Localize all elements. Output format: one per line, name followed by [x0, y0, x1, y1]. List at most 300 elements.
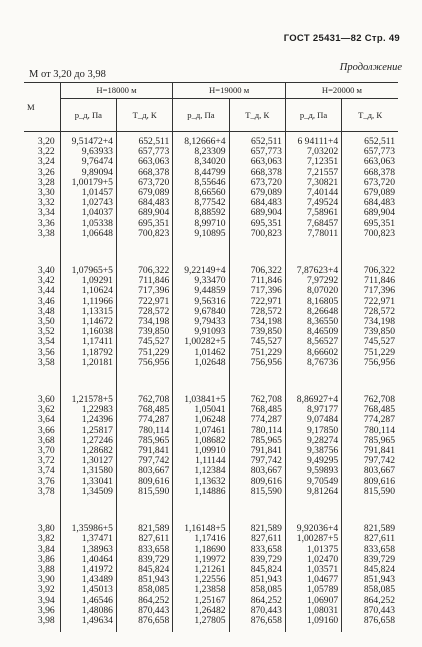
mach-cell: 3,40: [37, 265, 55, 277]
temperature-cell: 728,572: [229, 307, 285, 317]
pressure-cell: 8,07020: [285, 286, 341, 296]
temperature-cell: 780,114: [116, 426, 172, 436]
temperature-cell: 673,720: [116, 178, 172, 188]
spacer-cell: [229, 239, 285, 266]
pressure-cell: 1,33041: [60, 477, 116, 487]
pressure-cell: 1,11966: [60, 297, 116, 307]
temperature-cell: 858,085: [342, 585, 398, 595]
temperature-cell: 762,708: [342, 395, 398, 405]
pressure-header-3: [285, 99, 341, 132]
pressure-cell: 1,08682: [173, 436, 229, 446]
pressure-cell: 7,03202: [285, 147, 341, 157]
mach-cell: 3,54: [37, 336, 55, 348]
spacer-cell: [229, 626, 285, 632]
pressure-cell: 1,48086: [60, 606, 116, 616]
temperature-cell: 774,287: [342, 415, 398, 425]
temperature-cell: 695,351: [342, 219, 398, 229]
mach-cell: 3,90: [37, 574, 55, 586]
pressure-cell: 1,07965+5: [60, 266, 116, 276]
table-row: [24, 585, 398, 595]
temperature-cell: 876,658: [342, 616, 398, 626]
spacer-cell: [173, 497, 229, 524]
continuation-label: Продолжение: [339, 62, 402, 73]
temperature-cell: 684,483: [116, 198, 172, 208]
spacer-cell: [60, 368, 116, 395]
pressure-cell: 1,43489: [60, 575, 116, 585]
pressure-cell: 8,12666+4: [173, 137, 229, 147]
pressure-cell: 1,14672: [60, 317, 116, 327]
temperature-cell: 684,483: [342, 198, 398, 208]
pressure-cell: 1,16038: [60, 327, 116, 337]
standard-header: ГОСТ 25431—82 Стр. 49: [283, 33, 400, 44]
pressure-cell: 1,41972: [60, 565, 116, 575]
pressure-cell: 8,66602: [285, 348, 341, 358]
pressure-cell: 7,21557: [285, 168, 341, 178]
mach-cell: 3,98: [37, 614, 55, 626]
temperature-cell: 668,378: [116, 168, 172, 178]
spacer-cell: [60, 626, 116, 632]
temperature-cell: 803,667: [229, 466, 285, 476]
pressure-cell: 1,28682: [60, 446, 116, 456]
pressure-cell: 9,17850: [285, 426, 341, 436]
pressure-cell: 1,10624: [60, 286, 116, 296]
temperature-cell: 774,287: [116, 415, 172, 425]
temperature-cell: 717,396: [229, 286, 285, 296]
spacer-cell: [285, 368, 341, 395]
pressure-cell: 1,21261: [173, 565, 229, 575]
mach-cell: 3,56: [37, 346, 55, 358]
mach-cell: 3,38: [37, 227, 55, 239]
table-row: [24, 358, 398, 368]
temperature-cell: 839,729: [342, 555, 398, 565]
temperature-cell: 876,658: [229, 616, 285, 626]
spacer-cell: [24, 368, 60, 395]
spacer-cell: [116, 626, 172, 632]
pressure-cell: 1,01375: [285, 545, 341, 555]
temperature-cell: 700,823: [116, 229, 172, 239]
pressure-cell: 1,02743: [60, 198, 116, 208]
temperature-cell: 876,658: [116, 616, 172, 626]
pressure-cell: 9,89094: [60, 168, 116, 178]
pressure-cell: 1,01457: [60, 188, 116, 198]
table-row: [24, 534, 398, 544]
spacer-cell: [173, 626, 229, 632]
spacer-cell: [173, 239, 229, 266]
temperature-cell: 668,378: [342, 168, 398, 178]
temperature-cell: 815,590: [229, 487, 285, 497]
temperature-cell: 845,824: [116, 565, 172, 575]
mach-cell: 3,52: [37, 326, 55, 338]
pressure-header-label: p_д, Па: [74, 109, 102, 120]
pressure-cell: 1,17411: [60, 337, 116, 347]
mach-cell: 3,46: [37, 295, 55, 307]
pressure-cell: 7,58961: [285, 208, 341, 218]
pressure-cell: 1,06907: [285, 596, 341, 606]
pressure-cell: 1,03571: [285, 565, 341, 575]
pressure-cell: 1,02470: [285, 555, 341, 565]
pressure-cell: 9,10895: [173, 229, 229, 239]
mach-cell: 3,84: [37, 543, 55, 555]
mach-cell: 3,64: [37, 414, 55, 426]
temperature-cell: 706,322: [116, 266, 172, 276]
pressure-cell: 9,22149+4: [173, 266, 229, 276]
mach-cell: 3,80: [37, 523, 55, 535]
pressure-cell: 7,68457: [285, 219, 341, 229]
pressure-cell: 1,16148+5: [173, 524, 229, 534]
temperature-cell: 700,823: [229, 229, 285, 239]
pressure-cell: 1,09291: [60, 276, 116, 286]
mach-cell: 3,28: [37, 176, 55, 188]
pressure-cell: 1,05789: [285, 585, 341, 595]
spacer-cell: [116, 368, 172, 395]
spacer-cell: [173, 368, 229, 395]
temperature-cell: 815,590: [116, 487, 172, 497]
temperature-cell: 734,198: [342, 317, 398, 327]
pressure-cell: 1,04037: [60, 208, 116, 218]
temperature-cell: 751,229: [229, 348, 285, 358]
pressure-header-label: p_д, Па: [187, 109, 215, 120]
temperature-cell: 803,667: [116, 466, 172, 476]
temperature-cell: 839,729: [229, 555, 285, 565]
group-spacer: [24, 239, 398, 266]
mach-cell: 3,76: [37, 475, 55, 487]
temperature-header-1: [116, 99, 172, 132]
temperature-cell: 833,658: [342, 545, 398, 555]
temperature-header-3: [342, 99, 398, 132]
pressure-cell: 1,49634: [60, 616, 116, 626]
altitude-header-row: [24, 83, 398, 99]
temperature-cell: 739,850: [342, 327, 398, 337]
table-body: [24, 132, 398, 633]
pressure-cell: 1,46546: [60, 596, 116, 606]
temperature-cell: 689,904: [116, 208, 172, 218]
temperature-cell: 785,965: [116, 436, 172, 446]
mach-cell: 3,94: [37, 594, 55, 606]
temperature-cell: 827,611: [342, 534, 398, 544]
temperature-header-2: [229, 99, 285, 132]
temperature-cell: 833,658: [229, 545, 285, 555]
pressure-cell: 7,97292: [285, 276, 341, 286]
pressure-cell: 1,12384: [173, 466, 229, 476]
temperature-cell: 711,846: [342, 276, 398, 286]
mach-range-label: М от 3,20 до 3,98: [29, 69, 106, 80]
altitude-header-2: H=19000 м: [173, 83, 286, 99]
pressure-cell: 9,51472+4: [60, 137, 116, 147]
group-spacer: [24, 497, 398, 524]
pressure-cell: 9,76474: [60, 157, 116, 167]
mach-cell: 3,68: [37, 434, 55, 446]
pressure-cell: 8,26648: [285, 307, 341, 317]
pressure-cell: 1,04677: [285, 575, 341, 585]
temperature-cell: 679,089: [229, 188, 285, 198]
pressure-cell: 1,19972: [173, 555, 229, 565]
temperature-cell: 663,063: [116, 157, 172, 167]
pressure-cell: 8,46509: [285, 327, 341, 337]
pressure-cell: 1,03841+5: [173, 395, 229, 405]
pressure-cell: 1,40464: [60, 555, 116, 565]
pressure-cell: 9,79433: [173, 317, 229, 327]
temperature-cell: 809,616: [229, 477, 285, 487]
pressure-cell: 1,14886: [173, 487, 229, 497]
pressure-cell: 1,05041: [173, 405, 229, 415]
pressure-cell: 8,55646: [173, 178, 229, 188]
pressure-header-1: [60, 99, 116, 132]
mach-cell: 3,26: [37, 166, 55, 178]
pressure-cell: 1,18792: [60, 348, 116, 358]
temperature-cell: 791,841: [116, 446, 172, 456]
temperature-cell: 717,396: [342, 286, 398, 296]
spacer-cell: [342, 497, 398, 524]
temperature-cell: 652,511: [342, 137, 398, 147]
pressure-cell: 1,38963: [60, 545, 116, 555]
pressure-cell: 1,06648: [60, 229, 116, 239]
temperature-cell: 679,089: [116, 188, 172, 198]
temperature-cell: 821,589: [229, 524, 285, 534]
temperature-cell: 673,720: [342, 178, 398, 188]
temperature-cell: 695,351: [229, 219, 285, 229]
temperature-cell: 785,965: [342, 436, 398, 446]
spacer-cell: [24, 626, 60, 632]
pressure-cell: 9,59893: [285, 466, 341, 476]
pressure-cell: 1,13315: [60, 307, 116, 317]
pressure-cell: 9,28274: [285, 436, 341, 446]
pressure-cell: 9,92036+4: [285, 524, 341, 534]
temperature-cell: 774,287: [229, 415, 285, 425]
pressure-cell: 9,63933: [60, 147, 116, 157]
temperature-cell: 851,943: [342, 575, 398, 585]
pressure-cell: 8,44799: [173, 168, 229, 178]
temperature-cell: 711,846: [229, 276, 285, 286]
pressure-cell: 1,18690: [173, 545, 229, 555]
spacer-cell: [24, 239, 60, 266]
atmosphere-table: [24, 82, 398, 632]
temperature-cell: 827,611: [229, 534, 285, 544]
pressure-cell: 9,49295: [285, 456, 341, 466]
mach-cell: 3,34: [37, 207, 55, 219]
temperature-cell: 734,198: [229, 317, 285, 327]
pressure-cell: 1,22983: [60, 405, 116, 415]
table-row: [24, 487, 398, 497]
pressure-cell: 8,16805: [285, 297, 341, 307]
temperature-cell: 745,527: [342, 337, 398, 347]
temperature-header-label: Т_д, К: [358, 109, 383, 120]
temperature-cell: 756,956: [116, 358, 172, 368]
mach-cell: 3,60: [37, 394, 55, 406]
temperature-cell: 657,773: [342, 147, 398, 157]
pressure-cell: 1,17416: [173, 534, 229, 544]
pressure-cell: 1,23858: [173, 585, 229, 595]
temperature-cell: 663,063: [229, 157, 285, 167]
pressure-cell: 9,67840: [173, 307, 229, 317]
temperature-cell: 821,589: [116, 524, 172, 534]
temperature-cell: 756,956: [229, 358, 285, 368]
mach-cell: 3,42: [37, 275, 55, 287]
pressure-cell: 8,23309: [173, 147, 229, 157]
pressure-cell: 1,25167: [173, 596, 229, 606]
spacer-cell: [342, 626, 398, 632]
pressure-cell: 7,78011: [285, 229, 341, 239]
temperature-cell: 797,742: [342, 456, 398, 466]
spacer-cell: [116, 497, 172, 524]
spacer-cell: [342, 239, 398, 266]
temperature-cell: 668,378: [229, 168, 285, 178]
mach-cell: 3,22: [37, 146, 55, 158]
temperature-cell: 689,904: [342, 208, 398, 218]
temperature-cell: 870,443: [229, 606, 285, 616]
pressure-cell: 1,21578+5: [60, 395, 116, 405]
mach-cell: 3,48: [37, 305, 55, 317]
temperature-cell: 815,590: [342, 487, 398, 497]
mach-cell: 3,32: [37, 197, 55, 209]
pressure-cell: 8,88592: [173, 208, 229, 218]
pressure-cell: 7,30821: [285, 178, 341, 188]
spacer-cell: [24, 497, 60, 524]
pressure-cell: 9,33470: [173, 276, 229, 286]
pressure-cell: 1,22556: [173, 575, 229, 585]
pressure-cell: 8,66560: [173, 188, 229, 198]
pressure-cell: 9,07484: [285, 415, 341, 425]
pressure-cell: 1,27246: [60, 436, 116, 446]
spacer-cell: [60, 239, 116, 266]
temperature-header-label: Т_д, К: [245, 109, 270, 120]
pressure-cell: 1,37471: [60, 534, 116, 544]
mach-cell: 3,24: [37, 156, 55, 168]
mach-cell: 3,96: [37, 604, 55, 616]
temperature-cell: 791,841: [342, 446, 398, 456]
table-row: [24, 229, 398, 239]
pressure-header-2: [173, 99, 229, 132]
pressure-cell: 1,27805: [173, 616, 229, 626]
temperature-cell: 751,229: [342, 348, 398, 358]
temperature-cell: 768,485: [116, 405, 172, 415]
temperature-cell: 780,114: [342, 426, 398, 436]
pressure-cell: 1,45013: [60, 585, 116, 595]
temperature-cell: 864,252: [116, 596, 172, 606]
temperature-cell: 858,085: [229, 585, 285, 595]
temperature-cell: 706,322: [342, 266, 398, 276]
mach-cell: 3,36: [37, 217, 55, 229]
temperature-cell: 700,823: [342, 229, 398, 239]
pressure-cell: 1,20181: [60, 358, 116, 368]
spacer-cell: [285, 497, 341, 524]
temperature-cell: 652,511: [229, 137, 285, 147]
mach-cell: 3,92: [37, 584, 55, 596]
pressure-cell: 1,08031: [285, 606, 341, 616]
temperature-cell: 858,085: [116, 585, 172, 595]
mach-cell: 3,30: [37, 187, 55, 199]
spacer-cell: [342, 368, 398, 395]
pressure-cell: 1,24396: [60, 415, 116, 425]
temperature-cell: 785,965: [229, 436, 285, 446]
temperature-cell: 711,846: [116, 276, 172, 286]
mach-cell: 3,50: [37, 316, 55, 328]
altitude-header-3: H=20000 м: [285, 83, 398, 99]
mach-cell: 3,78: [37, 485, 55, 497]
group-spacer: [24, 368, 398, 395]
temperature-cell: 839,729: [116, 555, 172, 565]
temperature-cell: 728,572: [116, 307, 172, 317]
temperature-cell: 734,198: [116, 317, 172, 327]
mach-cell: 3,70: [37, 445, 55, 457]
mach-cell: 3,44: [37, 285, 55, 297]
pressure-cell: 7,49524: [285, 198, 341, 208]
pressure-header-label: p_д, Па: [299, 109, 328, 120]
pressure-cell: 1,00179+5: [60, 178, 116, 188]
pressure-cell: 1,02648: [173, 358, 229, 368]
pressure-cell: 8,77542: [173, 198, 229, 208]
unit-header-row: [24, 99, 398, 132]
temperature-cell: 722,971: [229, 297, 285, 307]
temperature-cell: 657,773: [229, 147, 285, 157]
pressure-cell: 9,56316: [173, 297, 229, 307]
pressure-cell: 1,09910: [173, 446, 229, 456]
temperature-cell: 745,527: [229, 337, 285, 347]
mach-column-header: М: [24, 83, 60, 132]
temperature-cell: 762,708: [116, 395, 172, 405]
temperature-cell: 827,611: [116, 534, 172, 544]
pressure-cell: 9,38756: [285, 446, 341, 456]
temperature-cell: 722,971: [116, 297, 172, 307]
temperature-cell: 751,229: [116, 348, 172, 358]
altitude-header-1: H=18000 м: [60, 83, 173, 99]
temperature-cell: 870,443: [116, 606, 172, 616]
temperature-cell: 745,527: [116, 337, 172, 347]
temperature-cell: 809,616: [116, 477, 172, 487]
pressure-cell: 1,06248: [173, 415, 229, 425]
pressure-cell: 1,26482: [173, 606, 229, 616]
mach-cell: 3,88: [37, 563, 55, 575]
pressure-cell: 1,05338: [60, 219, 116, 229]
pressure-cell: 1,25817: [60, 426, 116, 436]
mach-cell: 3,72: [37, 455, 55, 467]
pressure-cell: 7,87623+4: [285, 266, 341, 276]
temperature-cell: 768,485: [229, 405, 285, 415]
pressure-cell: 7,40144: [285, 188, 341, 198]
mach-cell: 3,82: [37, 533, 55, 545]
pressure-cell: 8,34020: [173, 157, 229, 167]
pressure-cell: 6 94111+4: [285, 137, 341, 147]
pressure-cell: 1,35986+5: [60, 524, 116, 534]
temperature-cell: 768,485: [342, 405, 398, 415]
pressure-cell: 1,09160: [285, 616, 341, 626]
table-row: [24, 616, 398, 626]
spacer-cell: [116, 239, 172, 266]
temperature-cell: 780,114: [229, 426, 285, 436]
pressure-cell: 9,44859: [173, 286, 229, 296]
mach-cell: 3,58: [37, 356, 55, 368]
spacer-cell: [285, 626, 341, 632]
temperature-cell: 684,483: [229, 198, 285, 208]
temperature-cell: 652,511: [116, 137, 172, 147]
temperature-cell: 851,943: [116, 575, 172, 585]
temperature-cell: 756,956: [342, 358, 398, 368]
pressure-cell: 7,12351: [285, 157, 341, 167]
temperature-header-label: Т_д, К: [132, 109, 157, 120]
pressure-cell: 8,36550: [285, 317, 341, 327]
temperature-cell: 739,850: [116, 327, 172, 337]
pressure-cell: 1,11144: [173, 456, 229, 466]
temperature-cell: 845,824: [342, 565, 398, 575]
temperature-cell: 833,658: [116, 545, 172, 555]
pressure-cell: 8,76736: [285, 358, 341, 368]
temperature-cell: 851,943: [229, 575, 285, 585]
pressure-cell: 1,00282+5: [173, 337, 229, 347]
temperature-cell: 864,252: [229, 596, 285, 606]
mach-cell: 3,86: [37, 553, 55, 565]
temperature-cell: 695,351: [116, 219, 172, 229]
temperature-cell: 864,252: [342, 596, 398, 606]
temperature-cell: 803,667: [342, 466, 398, 476]
